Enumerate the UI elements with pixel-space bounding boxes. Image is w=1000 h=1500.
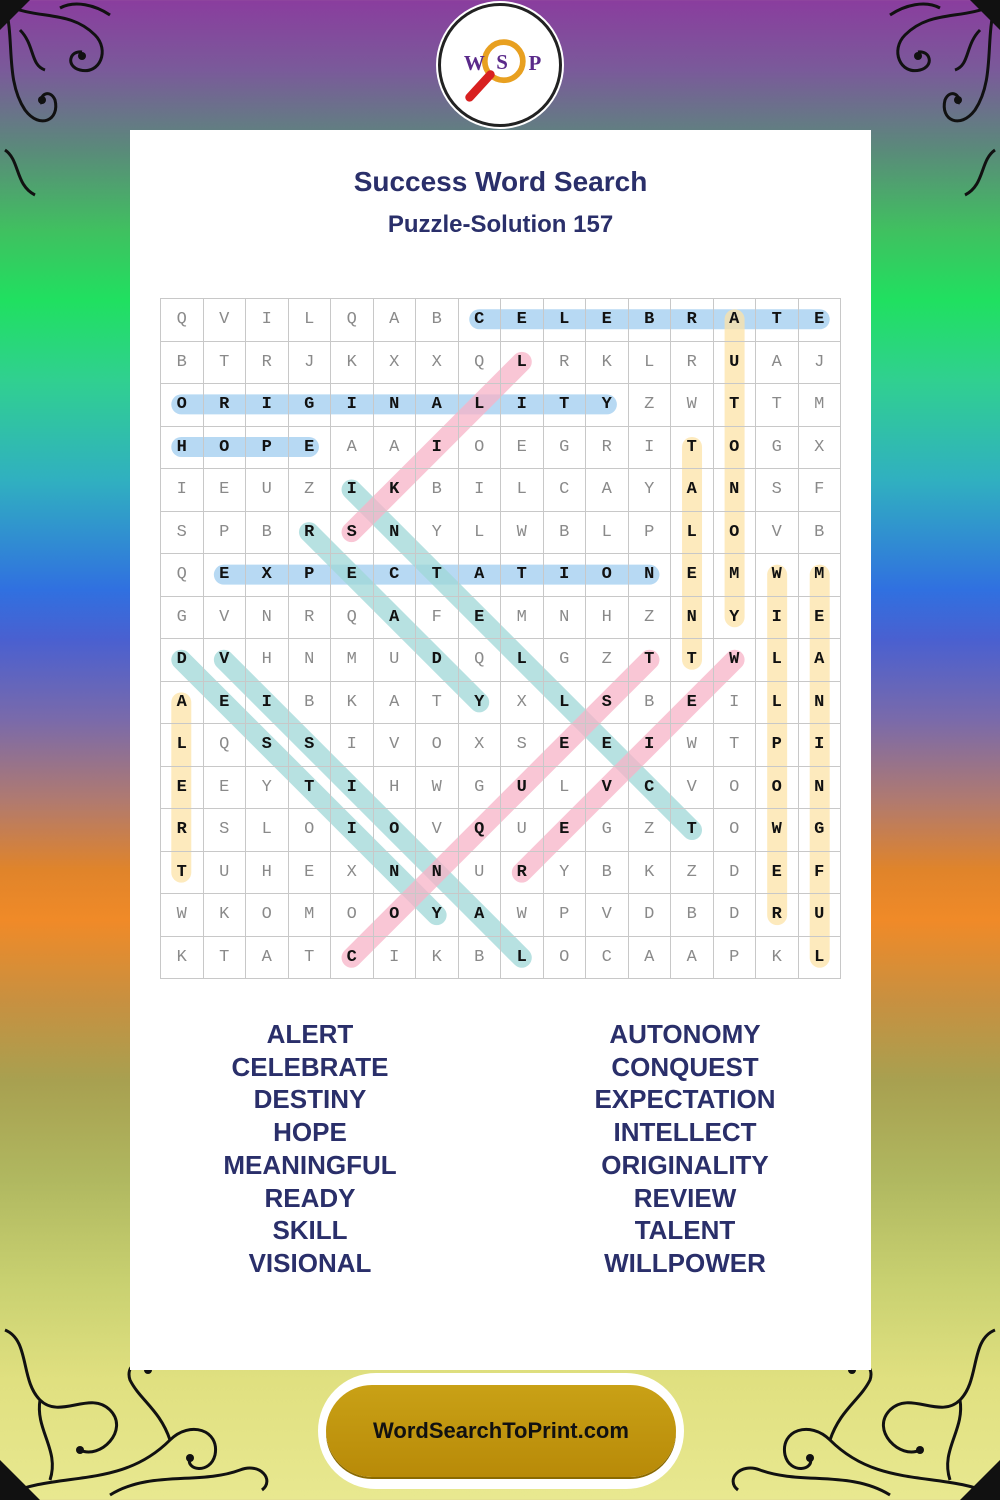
grid-cell[interactable]: I [799,724,842,767]
grid-cell[interactable]: A [459,554,502,597]
grid-cell[interactable]: X [799,427,842,470]
grid-cell[interactable]: A [374,427,417,470]
grid-cell[interactable]: E [289,852,332,895]
grid-cell[interactable]: D [714,852,757,895]
grid-cell[interactable]: K [416,937,459,980]
word-list-item: CONQUEST [611,1051,759,1082]
grid-cell[interactable]: N [246,597,289,640]
grid-cell[interactable]: I [161,469,204,512]
grid-cell[interactable]: T [544,384,587,427]
grid-cell[interactable]: S [161,512,204,555]
grid-cell[interactable]: S [586,682,629,725]
grid-cell[interactable]: O [374,894,417,937]
word-list-item: WILLPOWER [604,1247,766,1278]
page-title: Success Word Search [353,166,648,197]
grid-cell[interactable]: K [161,937,204,980]
grid-cell[interactable]: X [459,724,502,767]
letter-grid [160,298,841,979]
grid-cell[interactable]: I [459,469,502,512]
grid-cell[interactable]: Q [331,299,374,342]
grid-cell[interactable]: F [799,469,842,512]
grid-cell[interactable]: L [459,384,502,427]
grid-cell[interactable]: G [459,767,502,810]
grid-cell[interactable]: V [586,894,629,937]
grid-cell[interactable]: Y [459,682,502,725]
grid-cell[interactable]: O [714,809,757,852]
grid-cell[interactable]: E [799,597,842,640]
grid-cell[interactable]: R [289,512,332,555]
grid-cell[interactable]: T [416,554,459,597]
grid-cell[interactable]: B [544,512,587,555]
grid-cell[interactable]: W [416,767,459,810]
grid-cell[interactable]: J [289,342,332,385]
grid-cell[interactable]: R [246,342,289,385]
grid-cell[interactable]: K [204,894,247,937]
grid-cell[interactable]: N [374,512,417,555]
grid-cell[interactable]: E [544,809,587,852]
grid-cell[interactable]: P [289,554,332,597]
grid-cell[interactable]: L [501,342,544,385]
grid-cell[interactable]: V [756,512,799,555]
word-list-item: DESTINY [253,1084,367,1115]
grid-cell[interactable]: X [501,682,544,725]
grid-cell[interactable]: T [629,639,672,682]
grid-cell[interactable]: Z [289,469,332,512]
grid-cell[interactable]: L [544,299,587,342]
grid-cell[interactable]: I [714,682,757,725]
grid-cell[interactable]: M [289,894,332,937]
grid-cell[interactable]: V [586,767,629,810]
grid-cell[interactable]: M [501,597,544,640]
grid-cell[interactable]: L [671,512,714,555]
grid-cell[interactable]: B [246,512,289,555]
grid-cell[interactable]: P [756,724,799,767]
grid-cell[interactable]: A [374,597,417,640]
grid-cell[interactable]: T [204,342,247,385]
grid-cell[interactable]: G [799,809,842,852]
grid-cell[interactable]: R [204,384,247,427]
grid-cell[interactable]: T [671,639,714,682]
grid-cell[interactable]: A [671,469,714,512]
grid-cell[interactable]: L [161,724,204,767]
grid-cell[interactable]: Q [331,597,374,640]
grid-cell[interactable]: W [756,554,799,597]
grid-cell[interactable]: X [374,342,417,385]
grid-cell[interactable]: V [671,767,714,810]
grid-cell[interactable]: I [331,469,374,512]
grid-cell[interactable]: N [714,469,757,512]
grid-cell[interactable]: A [756,342,799,385]
grid-cell[interactable]: A [374,299,417,342]
word-list-item: CELEBRATE [231,1051,389,1082]
grid-cell[interactable]: L [799,937,842,980]
grid-cell[interactable]: S [756,469,799,512]
grid-cell[interactable]: G [544,427,587,470]
word-list-item: ALERT [266,1019,354,1049]
word-list-item: AUTONOMY [609,1019,761,1049]
grid-cell[interactable]: K [331,682,374,725]
grid-cell[interactable]: S [501,724,544,767]
grid-cell[interactable]: B [289,682,332,725]
grid-cell[interactable]: E [671,554,714,597]
grid-cell[interactable]: Q [459,809,502,852]
word-list-right [505,1018,865,1280]
word-list-item: SKILL [272,1215,348,1246]
grid-cell[interactable]: E [501,299,544,342]
grid-cell[interactable]: M [714,554,757,597]
word-list-item: ORIGINALITY [601,1149,769,1180]
footer-button[interactable] [326,1385,676,1477]
grid-cell[interactable]: Y [714,597,757,640]
grid-cell[interactable]: O [374,809,417,852]
grid-cell[interactable]: D [629,894,672,937]
grid-cell[interactable]: D [416,639,459,682]
grid-cell[interactable]: W [714,639,757,682]
grid-cell[interactable]: U [246,469,289,512]
grid-cell[interactable]: W [501,512,544,555]
grid-cell[interactable]: Y [246,767,289,810]
grid-cell[interactable]: L [459,512,502,555]
grid-cell[interactable]: I [374,937,417,980]
grid-cell[interactable]: C [459,299,502,342]
grid-cell[interactable]: N [416,852,459,895]
word-search-grid [160,298,841,979]
grid-cell[interactable]: U [501,809,544,852]
word-list-item: TALENT [634,1215,736,1246]
grid-cell[interactable]: O [459,427,502,470]
grid-cell[interactable]: M [331,639,374,682]
grid-cell[interactable]: P [629,512,672,555]
grid-cell[interactable]: R [671,342,714,385]
grid-cell[interactable]: G [586,809,629,852]
grid-cell[interactable]: O [714,427,757,470]
grid-cell[interactable]: E [586,724,629,767]
grid-cell[interactable]: W [671,384,714,427]
word-list-item: MEANINGFUL [223,1149,397,1180]
grid-cell[interactable]: I [246,384,289,427]
grid-cell[interactable]: E [204,554,247,597]
grid-cell[interactable]: F [799,852,842,895]
grid-cell[interactable]: F [416,597,459,640]
grid-cell[interactable]: Z [629,384,672,427]
grid-cell[interactable]: R [671,299,714,342]
footer-site-link[interactable]: WordSearchToPrint.com [373,1418,629,1443]
grid-cell[interactable]: Q [204,724,247,767]
grid-cell[interactable]: Y [586,384,629,427]
grid-cell[interactable]: J [799,342,842,385]
grid-cell[interactable]: H [586,597,629,640]
grid-cell[interactable]: Y [544,852,587,895]
grid-cell[interactable]: P [714,937,757,980]
grid-cell[interactable]: W [671,724,714,767]
footer-badge[interactable] [318,1373,684,1489]
grid-cell[interactable]: U [799,894,842,937]
grid-cell[interactable]: B [629,682,672,725]
grid-cell[interactable]: V [374,724,417,767]
grid-cell[interactable]: Q [161,554,204,597]
grid-cell[interactable]: T [756,299,799,342]
grid-cell[interactable]: I [246,299,289,342]
grid-cell[interactable]: T [756,384,799,427]
grid-cell[interactable]: L [586,512,629,555]
grid-cell[interactable]: N [289,639,332,682]
grid-cell[interactable]: R [289,597,332,640]
grid-cell[interactable]: A [246,937,289,980]
grid-cell[interactable]: C [586,937,629,980]
grid-cell[interactable]: N [799,682,842,725]
grid-cell[interactable]: T [161,852,204,895]
grid-cell[interactable]: R [544,342,587,385]
grid-cell[interactable]: I [756,597,799,640]
grid-cell[interactable]: G [289,384,332,427]
grid-cell[interactable]: X [331,852,374,895]
grid-cell[interactable]: H [161,427,204,470]
grid-cell[interactable]: N [374,852,417,895]
grid-cell[interactable]: S [204,809,247,852]
grid-cell[interactable]: E [331,554,374,597]
grid-cell[interactable]: T [714,724,757,767]
grid-cell[interactable]: K [756,937,799,980]
grid-cell[interactable]: M [799,384,842,427]
grid-cell[interactable]: D [161,639,204,682]
grid-cell[interactable]: E [501,427,544,470]
grid-cell[interactable]: L [756,639,799,682]
grid-cell[interactable]: W [161,894,204,937]
grid-cell[interactable]: I [331,767,374,810]
word-list-item: EXPECTATION [594,1084,776,1115]
grid-cell[interactable]: I [416,427,459,470]
grid-cell[interactable]: O [204,427,247,470]
grid-cell[interactable]: Q [161,299,204,342]
grid-cell[interactable]: Z [629,597,672,640]
word-list-item: VISIONAL [248,1247,372,1278]
grid-cell[interactable]: L [289,299,332,342]
grid-cell[interactable]: N [374,384,417,427]
logo-letter-p: P [528,50,542,75]
grid-cell[interactable]: S [246,724,289,767]
grid-cell[interactable]: Y [629,469,672,512]
logo-letter-s: S [496,49,508,74]
grid-cell[interactable]: G [161,597,204,640]
grid-cell[interactable]: C [331,937,374,980]
grid-cell[interactable]: E [204,469,247,512]
grid-cell[interactable]: E [544,724,587,767]
grid-cell[interactable]: E [161,767,204,810]
grid-cell[interactable]: O [586,554,629,597]
word-list-item: REVIEW [633,1182,737,1213]
grid-cell[interactable]: B [671,894,714,937]
grid-cell[interactable]: L [246,809,289,852]
grid-cell[interactable]: A [714,299,757,342]
grid-cell[interactable]: S [289,724,332,767]
grid-cell[interactable]: L [501,469,544,512]
grid-cell[interactable]: V [204,299,247,342]
site-logo[interactable] [438,3,562,127]
grid-cell[interactable]: O [544,937,587,980]
grid-cell[interactable]: O [246,894,289,937]
grid-cell[interactable]: E [799,299,842,342]
grid-cell[interactable]: I [501,384,544,427]
grid-cell[interactable]: L [501,937,544,980]
grid-cell[interactable]: K [331,342,374,385]
grid-cell[interactable]: O [714,512,757,555]
grid-cell[interactable]: B [629,299,672,342]
grid-cell[interactable]: H [374,767,417,810]
grid-cell[interactable]: I [331,809,374,852]
grid-cell[interactable]: K [374,469,417,512]
grid-cell[interactable]: D [714,894,757,937]
grid-cell[interactable]: Z [629,809,672,852]
grid-cell[interactable]: L [501,639,544,682]
grid-cell[interactable]: E [459,597,502,640]
grid-cell[interactable]: R [586,427,629,470]
grid-cell[interactable]: N [799,767,842,810]
grid-cell[interactable]: U [374,639,417,682]
grid-cell[interactable]: B [416,299,459,342]
grid-cell[interactable]: L [544,682,587,725]
grid-cell[interactable]: A [416,384,459,427]
grid-cell[interactable]: O [331,894,374,937]
grid-cell[interactable]: I [246,682,289,725]
grid-cell[interactable]: A [374,682,417,725]
grid-cell[interactable]: K [629,852,672,895]
grid-cell[interactable]: U [459,852,502,895]
grid-cell[interactable]: B [416,469,459,512]
grid-cell[interactable]: B [799,512,842,555]
grid-cell[interactable]: O [161,384,204,427]
grid-cell[interactable]: B [586,852,629,895]
grid-cell[interactable]: T [289,937,332,980]
grid-cell[interactable]: A [459,894,502,937]
grid-cell[interactable]: C [544,469,587,512]
grid-cell[interactable]: E [204,767,247,810]
grid-cell[interactable]: X [416,342,459,385]
grid-cell[interactable]: E [586,299,629,342]
grid-cell[interactable]: P [204,512,247,555]
grid-cell[interactable]: X [246,554,289,597]
grid-cell[interactable]: R [756,894,799,937]
grid-cell[interactable]: A [671,937,714,980]
flourish-ornament [0,0,130,200]
grid-cell[interactable]: Z [586,639,629,682]
grid-cell[interactable]: S [331,512,374,555]
grid-cell[interactable]: E [756,852,799,895]
grid-cell[interactable]: I [331,724,374,767]
grid-cell[interactable]: O [714,767,757,810]
grid-cell[interactable]: M [799,554,842,597]
grid-cell[interactable]: N [629,554,672,597]
grid-cell[interactable]: B [161,342,204,385]
grid-cell[interactable]: B [459,937,502,980]
grid-cell[interactable]: T [501,554,544,597]
grid-cell[interactable]: L [544,767,587,810]
grid-cell[interactable]: I [629,724,672,767]
grid-cell[interactable]: U [714,342,757,385]
grid-cell[interactable]: W [756,809,799,852]
grid-cell[interactable]: T [289,767,332,810]
grid-cell[interactable]: O [756,767,799,810]
grid-cell[interactable]: O [289,809,332,852]
grid-cell[interactable]: I [544,554,587,597]
grid-cell[interactable]: O [416,724,459,767]
grid-cell[interactable]: U [204,852,247,895]
word-list-left [130,1018,490,1280]
page-subtitle: Puzzle-Solution 157 [387,211,614,238]
grid-cell[interactable]: K [586,342,629,385]
grid-cell[interactable]: T [671,809,714,852]
grid-cell[interactable]: I [629,427,672,470]
grid-cell[interactable]: T [416,682,459,725]
grid-cell[interactable]: C [629,767,672,810]
grid-cell[interactable]: H [246,852,289,895]
grid-cell[interactable]: V [416,809,459,852]
grid-cell[interactable]: E [671,682,714,725]
grid-cell[interactable]: N [671,597,714,640]
grid-cell[interactable]: T [671,427,714,470]
grid-cell[interactable]: A [161,682,204,725]
grid-cell[interactable]: Q [459,639,502,682]
grid-cell[interactable]: C [374,554,417,597]
word-list-item: READY [264,1182,356,1213]
grid-cell[interactable]: Y [416,512,459,555]
grid-cell[interactable]: I [331,384,374,427]
puzzle-card [130,130,871,1370]
word-list-item: HOPE [273,1117,347,1148]
word-list-item: INTELLECT [613,1117,757,1148]
grid-cell[interactable]: P [246,427,289,470]
grid-cell[interactable]: E [289,427,332,470]
grid-cell[interactable]: L [629,342,672,385]
logo-letter-w: W [463,50,485,75]
grid-cell[interactable]: W [501,894,544,937]
grid-cell[interactable]: U [501,767,544,810]
grid-cell[interactable]: A [799,639,842,682]
grid-cell[interactable]: N [544,597,587,640]
grid-cell[interactable]: A [586,469,629,512]
grid-cell[interactable]: Z [671,852,714,895]
grid-cell[interactable]: T [714,384,757,427]
grid-cell[interactable]: T [204,937,247,980]
grid-cell[interactable]: R [501,852,544,895]
grid-cell[interactable]: H [246,639,289,682]
grid-cell[interactable]: R [161,809,204,852]
grid-cell[interactable]: Y [416,894,459,937]
grid-cell[interactable]: V [204,639,247,682]
grid-cell[interactable]: Q [459,342,502,385]
grid-cell[interactable]: P [544,894,587,937]
grid-cell[interactable]: A [331,427,374,470]
grid-cell[interactable]: V [204,597,247,640]
grid-cell[interactable]: L [756,682,799,725]
grid-cell[interactable]: G [544,639,587,682]
grid-cell[interactable]: G [756,427,799,470]
grid-cell[interactable]: E [204,682,247,725]
grid-cell[interactable]: A [629,937,672,980]
flourish-ornament [870,0,1000,200]
